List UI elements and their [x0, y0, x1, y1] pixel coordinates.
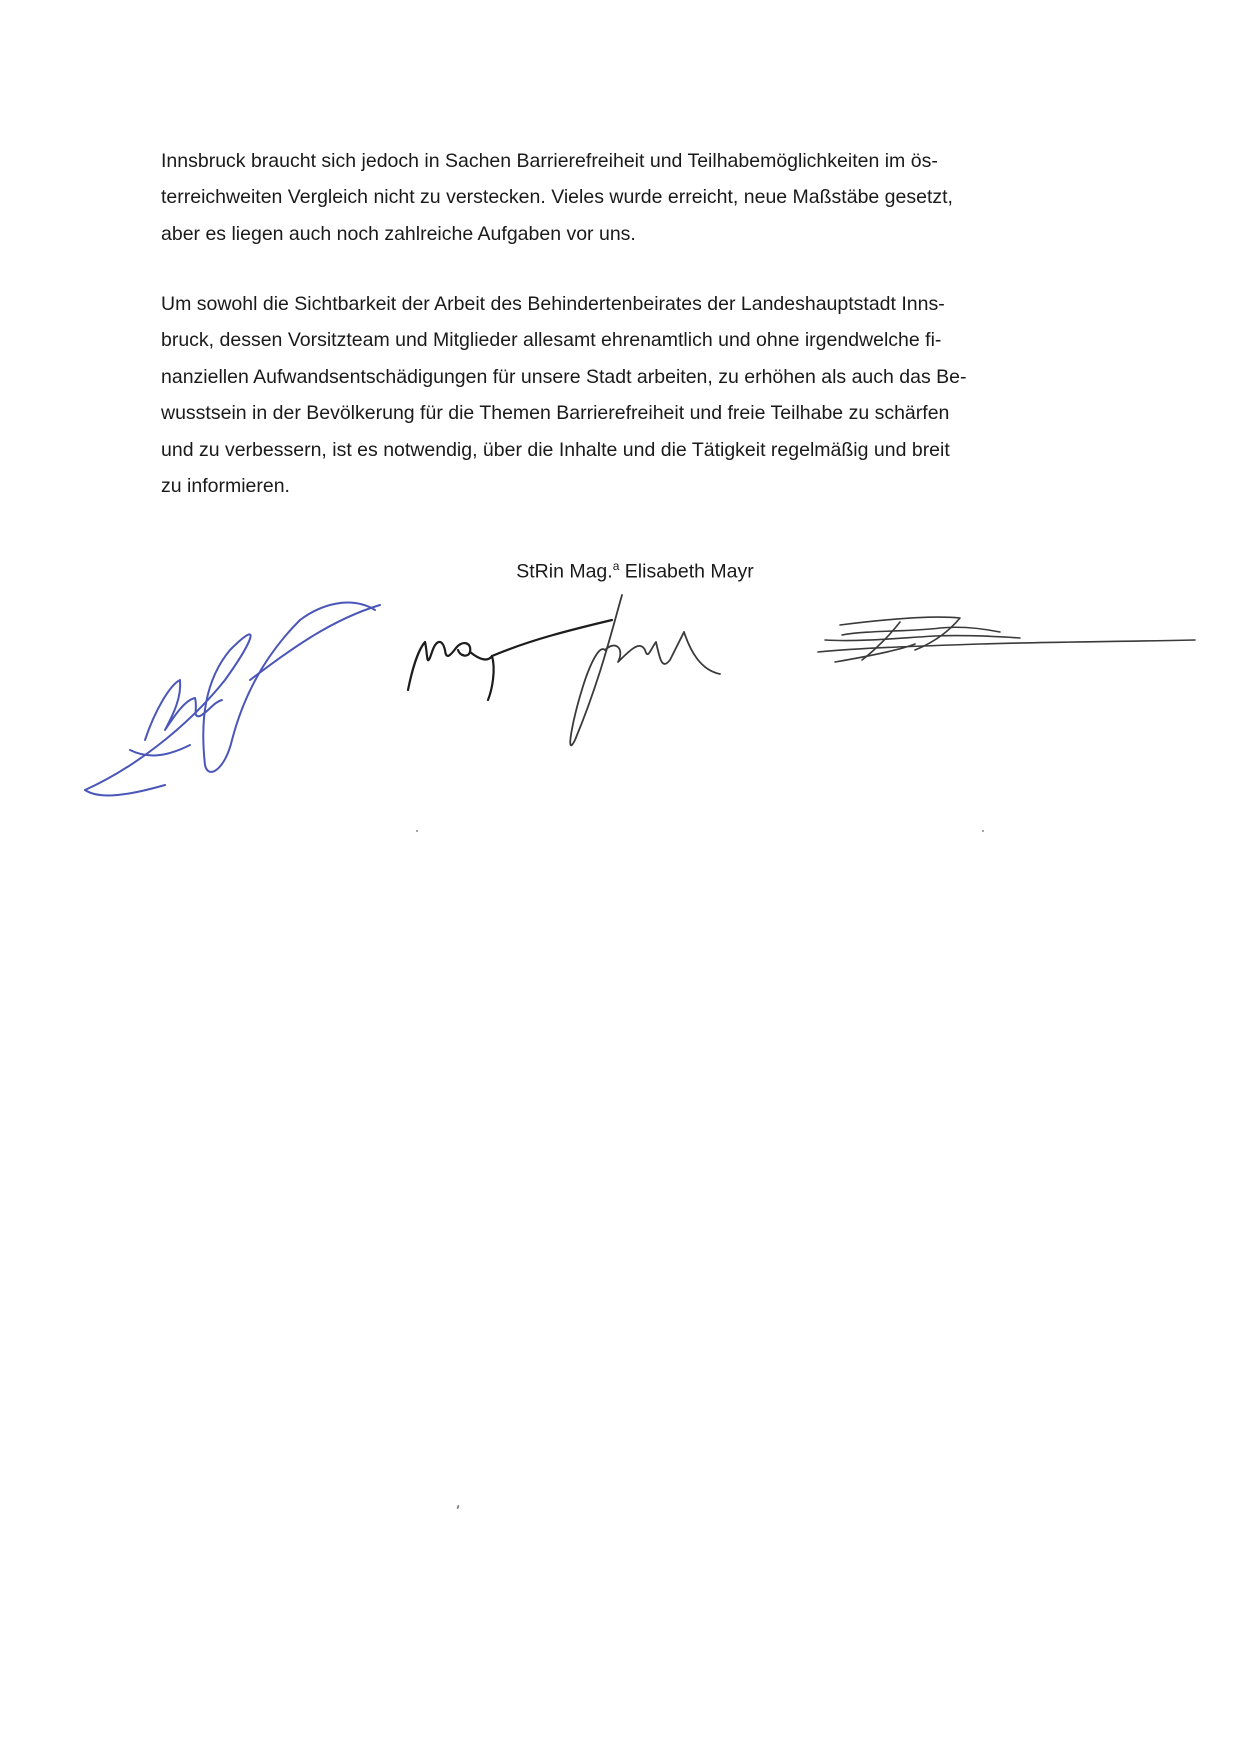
paragraph-1 — [161, 143, 1096, 252]
signatory-name-prefix: StRin Mag. — [516, 560, 613, 583]
scan-speck — [416, 830, 418, 832]
signature-3-gray — [570, 595, 720, 745]
signature-2-black — [408, 620, 612, 700]
paragraph-line: Innsbruck braucht sich jedoch in Sachen Barrierefreiheit und Teilhabemöglichkeiten im ös- — [161, 150, 938, 172]
paragraph-line: aber es liegen auch noch zahlreiche Aufgaben vor uns. — [161, 222, 636, 245]
paragraph-2 — [161, 286, 1096, 504]
scan-speck — [982, 830, 984, 832]
paragraph-line: nanziellen Aufwandsentschädigungen für unsere Stadt arbeiten, zu erhöhen als auch das Be- — [161, 365, 967, 388]
paragraph-line: zu informieren. — [161, 475, 290, 498]
scan-speck — [456, 1505, 459, 1509]
handwritten-signatures — [0, 590, 1240, 810]
signature-1-blue — [85, 603, 380, 796]
paragraph-line: wusstsein in der Bevölkerung für die Themen Barrierefreiheit und freie Teilhabe zu schärfen — [161, 402, 950, 425]
signatory-name-suffix: Elisabeth Mayr — [619, 560, 754, 583]
signatory-name — [0, 548, 1240, 590]
paragraph-line: bruck, dessen Vorsitzteam und Mitglieder allesamt ehrenamtlich und ohne irgendwelche fi- — [161, 329, 942, 352]
paragraph-line: und zu verbessern, ist es notwendig, über die Inhalte und die Tätigkeit regelmäßig und breit — [161, 438, 950, 461]
signature-4-gray — [818, 617, 1195, 662]
signatory-name-superscript: a — [612, 559, 620, 573]
paragraph-line: Um sowohl die Sichtbarkeit der Arbeit des Behindertenbeirates der Landeshauptstadt Inns- — [161, 293, 945, 315]
paragraph-line: terreichweiten Vergleich nicht zu verstecken. Vieles wurde erreicht, neue Maßstäbe gesetzt, — [161, 186, 953, 209]
